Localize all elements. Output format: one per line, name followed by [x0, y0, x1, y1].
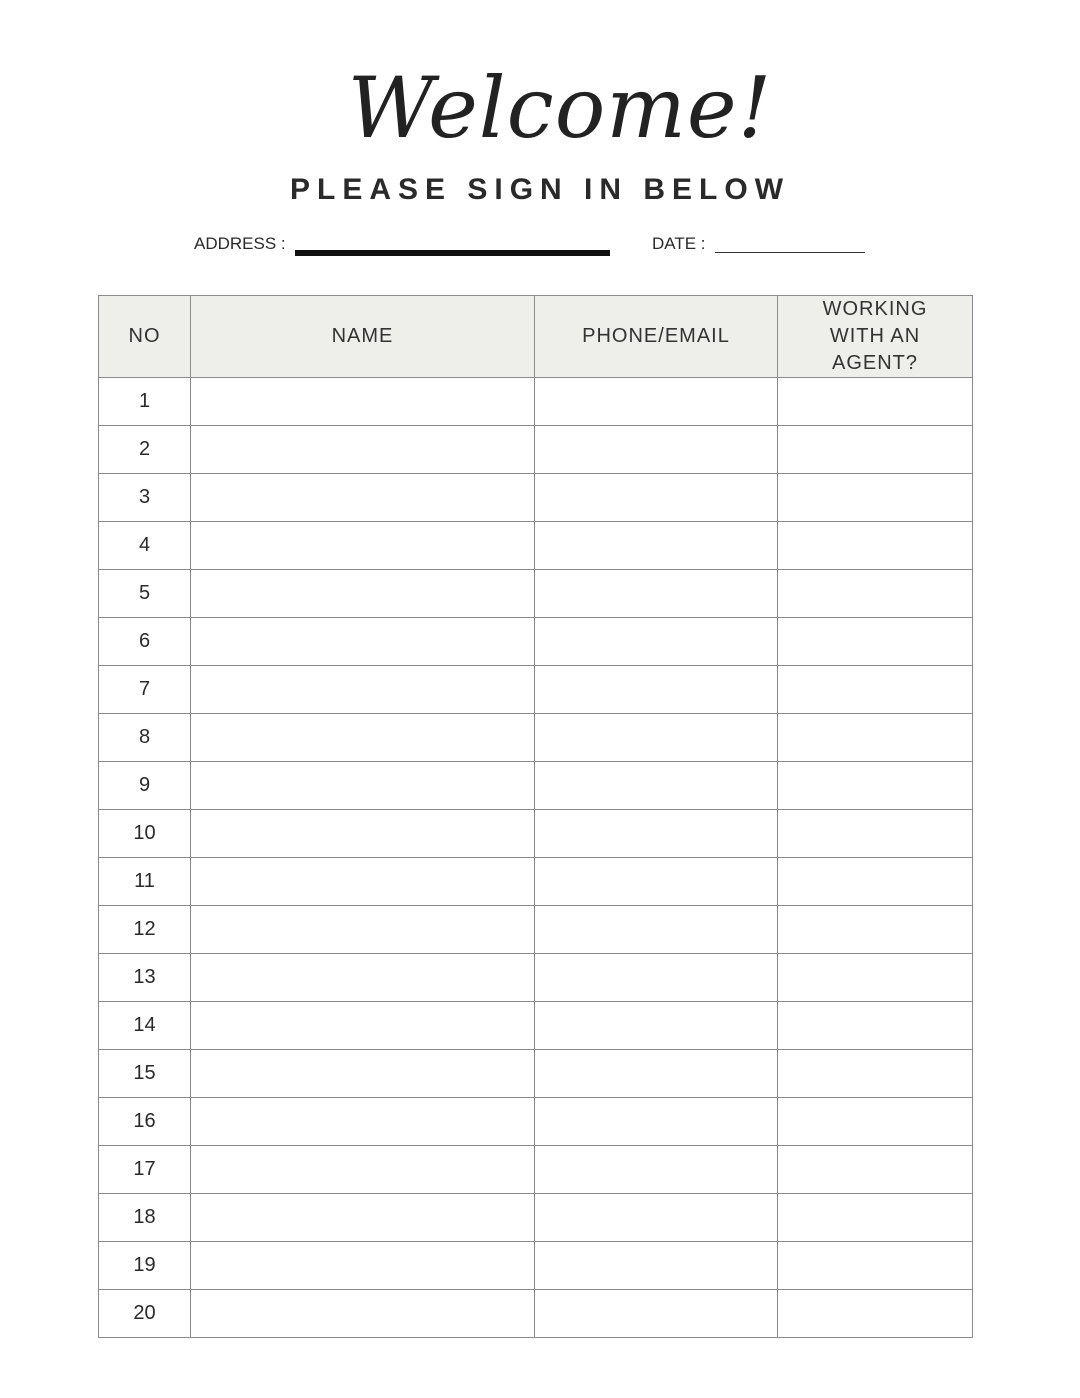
table-body: [99, 378, 973, 1338]
working-with-agent-cell[interactable]: [778, 426, 973, 474]
date-label: DATE :: [652, 234, 706, 253]
row-number: 11: [99, 858, 191, 906]
phone-email-cell[interactable]: [535, 378, 778, 426]
phone-email-cell[interactable]: [535, 1194, 778, 1242]
working-with-agent-cell[interactable]: [778, 858, 973, 906]
phone-email-cell[interactable]: [535, 906, 778, 954]
row-number: 19: [99, 1242, 191, 1290]
phone-email-cell[interactable]: [535, 1290, 778, 1338]
phone-email-cell[interactable]: [535, 426, 778, 474]
welcome-title: Welcome!: [347, 59, 773, 157]
working-with-agent-cell[interactable]: [778, 1290, 973, 1338]
table-row: [99, 810, 973, 858]
row-number: 10: [99, 810, 191, 858]
row-number: 12: [99, 906, 191, 954]
table-row: [99, 762, 973, 810]
working-with-agent-cell[interactable]: [778, 570, 973, 618]
phone-email-cell[interactable]: [535, 858, 778, 906]
column-header-name: NAME: [191, 296, 535, 378]
table-row: [99, 714, 973, 762]
name-cell[interactable]: [191, 618, 535, 666]
row-number: 8: [99, 714, 191, 762]
table-row: [99, 378, 973, 426]
row-number: 20: [99, 1290, 191, 1338]
table-header-row: [99, 296, 973, 378]
working-with-agent-cell[interactable]: [778, 1050, 973, 1098]
working-with-agent-cell[interactable]: [778, 1002, 973, 1050]
name-cell[interactable]: [191, 1050, 535, 1098]
name-cell[interactable]: [191, 1098, 535, 1146]
table-row: [99, 618, 973, 666]
row-number: 15: [99, 1050, 191, 1098]
phone-email-cell[interactable]: [535, 762, 778, 810]
column-header-phone-email: PHONE/EMAIL: [535, 296, 778, 378]
name-cell[interactable]: [191, 1242, 535, 1290]
row-number: 16: [99, 1098, 191, 1146]
phone-email-cell[interactable]: [535, 1146, 778, 1194]
name-cell[interactable]: [191, 666, 535, 714]
table-row: [99, 570, 973, 618]
row-number: 13: [99, 954, 191, 1002]
column-header-no: NO: [99, 296, 191, 378]
working-with-agent-cell[interactable]: [778, 762, 973, 810]
row-number: 2: [99, 426, 191, 474]
name-cell[interactable]: [191, 570, 535, 618]
phone-email-cell[interactable]: [535, 522, 778, 570]
phone-email-cell[interactable]: [535, 1098, 778, 1146]
working-with-agent-cell[interactable]: [778, 378, 973, 426]
table-row: [99, 666, 973, 714]
phone-email-cell[interactable]: [535, 570, 778, 618]
row-number: 3: [99, 474, 191, 522]
working-with-agent-cell[interactable]: [778, 1098, 973, 1146]
table-row: [99, 522, 973, 570]
table-row: [99, 474, 973, 522]
name-cell[interactable]: [191, 906, 535, 954]
phone-email-cell[interactable]: [535, 714, 778, 762]
name-cell[interactable]: [191, 522, 535, 570]
row-number: 7: [99, 666, 191, 714]
working-with-agent-cell[interactable]: [778, 1146, 973, 1194]
row-number: 1: [99, 378, 191, 426]
phone-email-cell[interactable]: [535, 810, 778, 858]
row-number: 9: [99, 762, 191, 810]
phone-email-cell[interactable]: [535, 1050, 778, 1098]
table-row: [99, 426, 973, 474]
date-field[interactable]: [715, 252, 865, 253]
address-label: ADDRESS :: [194, 234, 286, 253]
row-number: 18: [99, 1194, 191, 1242]
table-row: [99, 1098, 973, 1146]
row-number: 6: [99, 618, 191, 666]
name-cell[interactable]: [191, 858, 535, 906]
table-row: [99, 1242, 973, 1290]
working-with-agent-cell[interactable]: [778, 666, 973, 714]
phone-email-cell[interactable]: [535, 1242, 778, 1290]
phone-email-cell[interactable]: [535, 1002, 778, 1050]
page-subtitle: PLEASE SIGN IN BELOW: [289, 173, 791, 206]
working-with-agent-cell[interactable]: [778, 618, 973, 666]
table-row: [99, 1002, 973, 1050]
table-row: [99, 906, 973, 954]
phone-email-cell[interactable]: [535, 954, 778, 1002]
row-number: 17: [99, 1146, 191, 1194]
working-with-agent-cell[interactable]: [778, 1194, 973, 1242]
working-with-agent-cell[interactable]: [778, 810, 973, 858]
working-with-agent-cell[interactable]: [778, 714, 973, 762]
name-cell[interactable]: [191, 1194, 535, 1242]
row-number: 5: [99, 570, 191, 618]
address-field[interactable]: [295, 250, 610, 256]
table-row: [99, 1194, 973, 1242]
working-with-agent-cell[interactable]: [778, 906, 973, 954]
phone-email-cell[interactable]: [535, 474, 778, 522]
phone-email-cell[interactable]: [535, 666, 778, 714]
form-fields: [0, 232, 1080, 262]
row-number: 4: [99, 522, 191, 570]
name-cell[interactable]: [191, 714, 535, 762]
name-cell[interactable]: [191, 378, 535, 426]
name-cell[interactable]: [191, 1146, 535, 1194]
name-cell[interactable]: [191, 810, 535, 858]
name-cell[interactable]: [191, 1290, 535, 1338]
name-cell[interactable]: [191, 1002, 535, 1050]
sign-in-table: [98, 295, 973, 1338]
table-row: [99, 1290, 973, 1338]
row-number: 14: [99, 1002, 191, 1050]
table-row: [99, 1146, 973, 1194]
name-cell[interactable]: [191, 474, 535, 522]
name-cell[interactable]: [191, 762, 535, 810]
table-row: [99, 1050, 973, 1098]
name-cell[interactable]: [191, 426, 535, 474]
working-with-agent-cell[interactable]: [778, 522, 973, 570]
working-with-agent-cell[interactable]: [778, 1242, 973, 1290]
table-row: [99, 858, 973, 906]
table-row: [99, 954, 973, 1002]
working-with-agent-cell[interactable]: [778, 954, 973, 1002]
column-header-working-with-agent: WORKING WITH AN AGENT?: [778, 296, 973, 378]
phone-email-cell[interactable]: [535, 618, 778, 666]
working-with-agent-cell[interactable]: [778, 474, 973, 522]
name-cell[interactable]: [191, 954, 535, 1002]
